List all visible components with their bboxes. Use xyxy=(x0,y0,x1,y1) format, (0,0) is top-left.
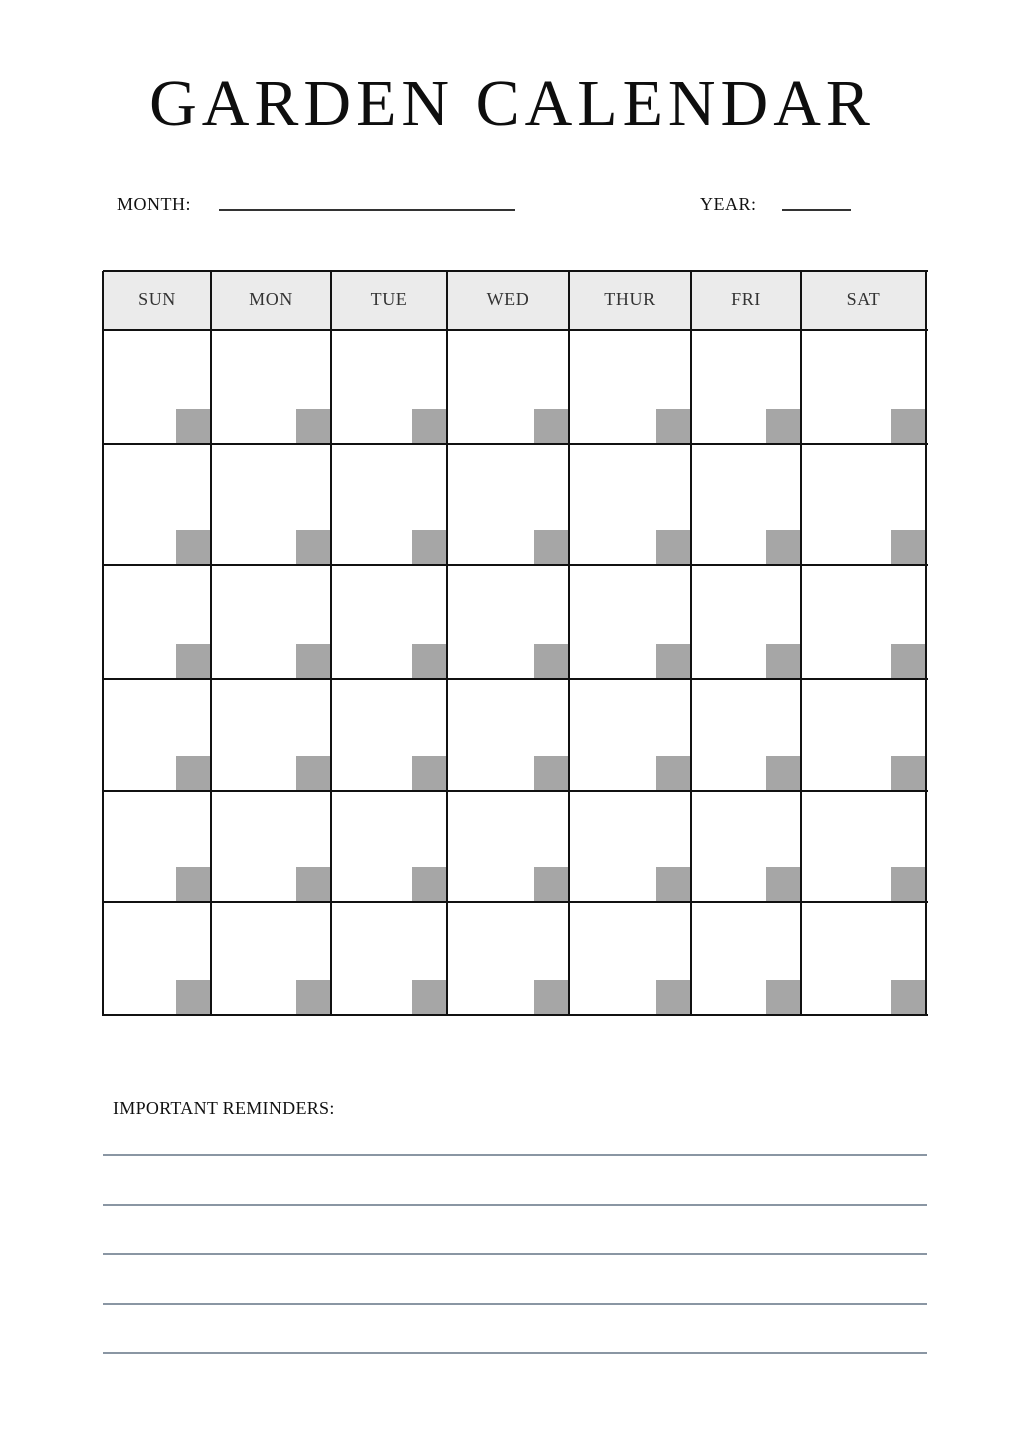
date-marker-box xyxy=(176,409,211,444)
day-cell[interactable] xyxy=(691,565,801,679)
date-marker-box xyxy=(296,867,331,902)
day-cell[interactable] xyxy=(447,902,569,1015)
grid-line xyxy=(103,1014,928,1016)
date-marker-box xyxy=(534,980,569,1015)
date-marker-box xyxy=(891,530,926,565)
date-marker-box xyxy=(766,644,801,679)
date-marker-box xyxy=(766,409,801,444)
date-marker-box xyxy=(891,756,926,791)
weekday-sat: SAT xyxy=(846,289,881,309)
day-cell[interactable] xyxy=(691,791,801,902)
weekday-wed: WED xyxy=(486,289,530,309)
date-marker-box xyxy=(176,644,211,679)
grid-line xyxy=(800,271,802,1016)
month-field[interactable] xyxy=(219,209,515,211)
reminder-line[interactable] xyxy=(103,1352,927,1354)
grid-line xyxy=(103,564,928,566)
date-marker-box xyxy=(176,980,211,1015)
date-marker-box xyxy=(534,530,569,565)
date-marker-box xyxy=(656,644,691,679)
date-marker-box xyxy=(766,756,801,791)
grid-line xyxy=(103,329,928,331)
day-cell[interactable] xyxy=(103,444,211,565)
day-cell[interactable] xyxy=(331,902,447,1015)
date-marker-box xyxy=(296,980,331,1015)
year-label: YEAR: xyxy=(700,194,757,214)
day-cell[interactable] xyxy=(569,679,691,791)
grid-line xyxy=(103,678,928,680)
grid-line xyxy=(103,790,928,792)
date-marker-box xyxy=(176,530,211,565)
grid-line xyxy=(103,901,928,903)
day-cell[interactable] xyxy=(211,444,331,565)
date-marker-box xyxy=(534,409,569,444)
page-title: GARDEN CALENDAR xyxy=(149,67,875,140)
date-marker-box xyxy=(891,980,926,1015)
date-marker-box xyxy=(766,530,801,565)
grid-line xyxy=(210,271,212,1016)
day-cell[interactable] xyxy=(691,444,801,565)
grid-line xyxy=(446,271,448,1016)
reminder-line[interactable] xyxy=(103,1303,927,1305)
month-label: MONTH: xyxy=(117,194,191,214)
day-cell[interactable] xyxy=(331,679,447,791)
day-cell[interactable] xyxy=(447,444,569,565)
reminders-label: IMPORTANT REMINDERS: xyxy=(113,1098,335,1118)
date-marker-box xyxy=(412,530,447,565)
day-cell[interactable] xyxy=(447,791,569,902)
date-marker-box xyxy=(656,867,691,902)
year-field[interactable] xyxy=(782,209,851,211)
date-marker-box xyxy=(891,644,926,679)
day-cell[interactable] xyxy=(103,679,211,791)
date-marker-box xyxy=(412,756,447,791)
date-marker-box xyxy=(534,644,569,679)
grid-line xyxy=(925,271,927,1016)
date-marker-box xyxy=(656,756,691,791)
day-cell[interactable] xyxy=(211,791,331,902)
grid-line xyxy=(103,270,928,272)
day-cell[interactable] xyxy=(801,330,926,444)
date-marker-box xyxy=(176,867,211,902)
day-cell[interactable] xyxy=(103,902,211,1015)
weekday-tue: TUE xyxy=(370,289,408,309)
date-marker-box xyxy=(656,409,691,444)
calendar-grid xyxy=(103,271,926,1015)
day-cell[interactable] xyxy=(691,902,801,1015)
date-marker-box xyxy=(656,530,691,565)
day-cell[interactable] xyxy=(801,902,926,1015)
day-cell[interactable] xyxy=(447,565,569,679)
day-cell[interactable] xyxy=(569,330,691,444)
reminder-line[interactable] xyxy=(103,1253,927,1255)
grid-line xyxy=(690,271,692,1016)
day-cell[interactable] xyxy=(211,565,331,679)
date-marker-box xyxy=(296,409,331,444)
day-cell[interactable] xyxy=(691,679,801,791)
day-cell[interactable] xyxy=(331,444,447,565)
day-cell[interactable] xyxy=(211,679,331,791)
date-marker-box xyxy=(766,980,801,1015)
date-marker-box xyxy=(534,867,569,902)
grid-line xyxy=(103,443,928,445)
day-cell[interactable] xyxy=(691,330,801,444)
date-marker-box xyxy=(412,980,447,1015)
date-marker-box xyxy=(412,867,447,902)
day-cell[interactable] xyxy=(801,679,926,791)
date-marker-box xyxy=(412,409,447,444)
date-marker-box xyxy=(656,980,691,1015)
date-marker-box xyxy=(296,530,331,565)
day-cell[interactable] xyxy=(569,565,691,679)
date-marker-box xyxy=(766,867,801,902)
day-cell[interactable] xyxy=(801,791,926,902)
date-marker-box xyxy=(534,756,569,791)
day-cell[interactable] xyxy=(103,565,211,679)
date-marker-box xyxy=(296,756,331,791)
weekday-sun: SUN xyxy=(138,289,176,309)
date-marker-box xyxy=(296,644,331,679)
weekday-thur: THUR xyxy=(604,289,656,309)
day-cell[interactable] xyxy=(569,902,691,1015)
day-cell[interactable] xyxy=(103,791,211,902)
reminder-line[interactable] xyxy=(103,1154,927,1156)
date-marker-box xyxy=(891,409,926,444)
day-cell[interactable] xyxy=(447,330,569,444)
day-cell[interactable] xyxy=(801,565,926,679)
day-cell[interactable] xyxy=(331,330,447,444)
grid-line xyxy=(330,271,332,1016)
day-cell[interactable] xyxy=(569,444,691,565)
weekday-fri: FRI xyxy=(731,289,761,309)
day-cell[interactable] xyxy=(801,444,926,565)
date-marker-box xyxy=(891,867,926,902)
reminder-line[interactable] xyxy=(103,1204,927,1206)
weekday-mon: MON xyxy=(249,289,293,309)
day-cell[interactable] xyxy=(211,902,331,1015)
day-cell[interactable] xyxy=(211,330,331,444)
date-marker-box xyxy=(412,644,447,679)
day-cell[interactable] xyxy=(103,330,211,444)
grid-line xyxy=(102,271,104,1016)
day-cell[interactable] xyxy=(331,565,447,679)
day-cell[interactable] xyxy=(569,791,691,902)
day-cell[interactable] xyxy=(447,679,569,791)
date-marker-box xyxy=(176,756,211,791)
grid-line xyxy=(568,271,570,1016)
day-cell[interactable] xyxy=(331,791,447,902)
